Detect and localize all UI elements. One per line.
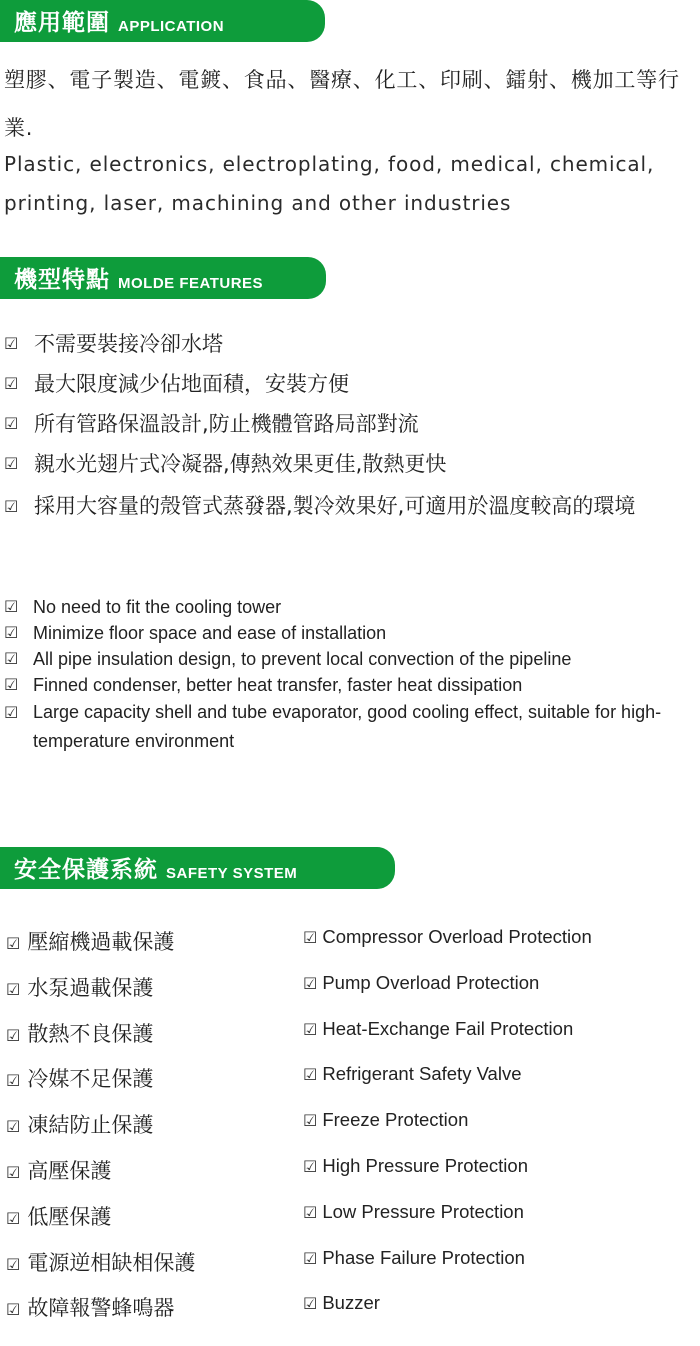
checkbox-icon: ☑	[4, 623, 19, 642]
checkbox-icon: ☑	[303, 1202, 318, 1222]
features-title-zh: 機型特點	[14, 267, 110, 293]
list-item: ☑ High Pressure Protection	[303, 1154, 528, 1176]
checkbox-icon: ☑	[303, 1111, 318, 1131]
checkbox-icon: ☑	[4, 675, 19, 694]
checkbox-icon: ☑	[303, 1248, 318, 1268]
list-item: ☑ Pump Overload Protection	[303, 971, 540, 993]
checkbox-icon: ☑	[6, 934, 21, 953]
checkbox-icon: ☑	[6, 1162, 21, 1182]
list-item: ☑ 凍結防止保護	[6, 1113, 154, 1138]
checkbox-icon: ☑	[303, 1065, 318, 1085]
list-item: ☑ Refrigerant Safety Valve	[303, 1063, 522, 1085]
checkbox-icon: ☑	[303, 1294, 318, 1314]
checkbox-icon: ☑	[303, 973, 318, 993]
list-item: ☑ 故障報警蜂鳴器	[6, 1296, 175, 1321]
list-item: ☑ 壓縮機過載保護	[6, 930, 175, 954]
checkbox-icon: ☑	[303, 1156, 318, 1176]
checkbox-icon: ☑	[4, 497, 19, 516]
list-item: ☑ 採用大容量的殼管式蒸發器,製冷效果好,可適用於溫度較高的環境	[0, 484, 700, 529]
checkbox-icon: ☑	[6, 1071, 21, 1091]
list-item: ☑ 水泵過載保護	[6, 975, 154, 1000]
list-item: ☑ Buzzer	[303, 1292, 380, 1314]
application-text-en: Plastic, electronics, electroplating, food, medical, chemical, printing, laser, machining and other industries	[4, 152, 655, 215]
features-list-zh	[0, 324, 700, 529]
checkbox-icon: ☑	[6, 1254, 21, 1274]
checkbox-icon: ☑	[4, 334, 19, 353]
checkbox-icon: ☑	[6, 979, 21, 999]
list-item: ☑ 低壓保護	[6, 1204, 112, 1229]
features-list-en	[0, 594, 700, 756]
list-item: ☑ Heat-Exchange Fail Protection	[303, 1017, 574, 1039]
checkbox-icon: ☑	[6, 1025, 21, 1045]
checkbox-icon: ☑	[303, 928, 318, 947]
safety-header	[0, 847, 395, 889]
list-item: ☑ 散熱不良保護	[6, 1021, 154, 1046]
checkbox-icon: ☑	[4, 703, 19, 722]
features-header	[0, 257, 326, 299]
list-item: ☑ 電源逆相缺相保護	[6, 1250, 196, 1275]
checkbox-icon: ☑	[4, 597, 19, 616]
checkbox-icon: ☑	[4, 649, 19, 668]
list-item: ☑ 不需要裝接冷卻水塔	[0, 324, 700, 364]
application-title-zh: 應用範圍	[14, 10, 110, 36]
safety-list-en	[303, 920, 698, 1332]
list-item: ☑ 冷媒不足保護	[6, 1067, 154, 1092]
list-item: ☑ 最大限度減少佔地面積，安裝方便	[0, 364, 700, 404]
list-item: ☑ 親水光翅片式冷凝器,傳熱效果更佳,散熱更快	[0, 444, 700, 484]
list-item: ☑ Phase Failure Protection	[303, 1246, 525, 1268]
safety-list-zh	[6, 920, 296, 1332]
list-item: ☑ Freeze Protection	[303, 1109, 469, 1131]
list-item: ☑ Compressor Overload Protection	[303, 926, 592, 947]
list-item: ☑ Large capacity shell and tube evaporator, good cooling effect, suitable for high-temperature environment	[0, 698, 700, 756]
safety-title-en: SAFETY SYSTEM	[166, 865, 298, 882]
safety-title-zh: 安全保護系統	[14, 857, 158, 883]
checkbox-icon: ☑	[6, 1300, 21, 1320]
checkbox-icon: ☑	[6, 1208, 21, 1228]
checkbox-icon: ☑	[6, 1117, 21, 1137]
checkbox-icon: ☑	[4, 414, 19, 433]
features-title-en: MOLDE FEATURES	[118, 275, 264, 292]
application-header	[0, 0, 325, 42]
checkbox-icon: ☑	[4, 374, 19, 393]
list-item: ☑ 高壓保護	[6, 1158, 112, 1183]
list-item: ☑ No need to fit the cooling tower	[0, 594, 700, 620]
application-title-en: APPLICATION	[118, 18, 225, 35]
list-item: ☑ All pipe insulation design, to prevent local convection of the pipeline	[0, 646, 700, 672]
list-item: ☑ Finned condenser, better heat transfer, faster heat dissipation	[0, 672, 700, 698]
list-item: ☑ 所有管路保溫設計,防止機體管路局部對流	[0, 404, 700, 444]
application-text-zh: 塑膠、電子製造、電鍍、食品、醫療、化工、印刷、鐳射、機加工等行業.	[4, 68, 680, 140]
list-item: ☑ Minimize floor space and ease of installation	[0, 620, 700, 646]
checkbox-icon: ☑	[303, 1019, 318, 1039]
list-item: ☑ Low Pressure Protection	[303, 1200, 524, 1222]
checkbox-icon: ☑	[4, 454, 19, 473]
